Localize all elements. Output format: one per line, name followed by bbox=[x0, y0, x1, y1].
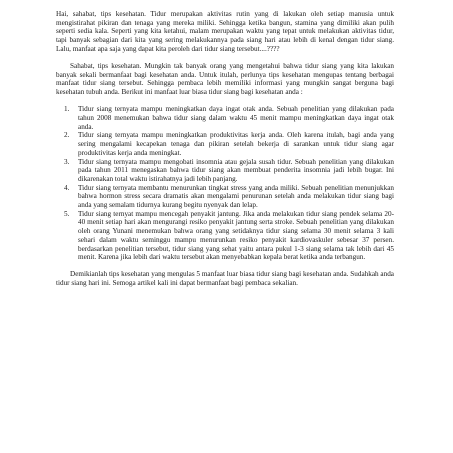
list-item-number: 1. bbox=[64, 105, 70, 114]
list-item bbox=[56, 105, 394, 131]
list-item-text: Tidur siang ternyata mampu meningkatkan produktivitas kerja anda. Oleh karena itulah, bagi anda yang sering mengalami kecapekan tenaga dan pikiran setelah bekerja di sarankan untuk tidur siang agar produktivitas kerja anda meningkat. bbox=[78, 131, 394, 157]
list-item-text: Tidur siang ternyata membantu menurunkan tingkat stress yang anda miliki. Sebuah penelitian menunjukkan bahwa hormon stress secara dramatis akan mengalami penurunan setelah anda melakukan tidur siang bagi anda yang semalam tidurnya kurang begitu nyenyak dan lelap. bbox=[78, 183, 394, 210]
list-item-text: Tidur siang ternyata mampu meningkatkan daya ingat otak anda. Sebuah penelitian yang dilakukan pada tahun 2008 menemukan bahwa tidur siang dalam waktu 45 menit mampu meningkatkan daya ingat otak anda. bbox=[78, 105, 394, 131]
list-item-number: 2. bbox=[64, 131, 70, 140]
list-item bbox=[56, 158, 394, 184]
list-item-text: Tidur siang ternyat mampu mencegah penyakit jantung. Jika anda melakukan tidur siang pendek selama 20-40 menit setiap hari akan mengurangi resiko penyakit jantung serta stroke. Sebuah penelitian yang dilakukan oleh orang Yunani menemukan bahwa orang yang setidaknya tidur siang selama 30 menit selama 3 kali sehari dalam waktu seminggu mampu menurunkan resiko penyakit kardiovaskuler sebesar 37 persen. berdasarkan penelitian tersebut, tidur siang yang sehat yaitu antara pukul 1-3 siang selama tak lebih dari 45 menit. Karena jika lebih dari waktu tersebut akan menyebabkan kepala berat ketika anda terbangun. bbox=[78, 209, 394, 262]
intro-paragraph: Hai, sahabat, tips kesehatan. Tidur merupakan aktivitas rutin yang di lakukan oleh setiap manusia untuk mengistirahat pikiran dan tenaga yang mereka miliki. Sehingga ketika bangun, stamina yang dimiliki akan pulih seperti sedia kala. Seperti yang kita ketahui, malam merupakan waktu yang tepat untuk melakukan aktivitas tidur, tapi banyak sebagian dari kita yang sering melakukannya pada siang hari atau lebih di kenal dengan tidur siang. Lalu, manfaat apa saja yang dapat kita peroleh dari tidur siang tersebut....???? bbox=[56, 10, 394, 53]
list-item-text: Tidur siang ternyata mampu mengobati insomnia atau gejala susah tidur. Sebuah penelitian yang dilakukan pada tahun 2011 menegaskan bahwa tidur siang akan membuat penderita insomnia jadi lebih bugar. Ini dikarenakan total waktu istirahatnya jadi lebih panjang. bbox=[78, 157, 394, 183]
benefit-list bbox=[56, 105, 394, 262]
closing-paragraph: Demikianlah tips kesehatan yang mengulas 5 manfaat luar biasa tidur siang bagi kesehatan anda. Sudahkah anda tidur siang hari ini. Semoga artikel kali ini dapat bermanfaat bagi pembaca sekalian. bbox=[56, 270, 394, 288]
document-body bbox=[56, 10, 394, 296]
list-item-number: 5. bbox=[64, 209, 70, 218]
list-item-number: 4. bbox=[64, 183, 70, 192]
list-item bbox=[56, 184, 394, 210]
benefits-intro-paragraph: Sahabat, tips kesehatan. Mungkin tak banyak orang yang mengetahui bahwa tidur siang yang kita lakukan banyak sekali bermanfaat bagi kesehatan anda. Untuk itulah, perlunya tips kesehatan mengupas tentang berbagai manfaat tidur siang tersebut. Sehingga pembaca lebih memiliki informasi yang mungkin sangat berguna bagi kesehatan tubuh anda. Berikut ini manfaat luar biasa tidur siang bagi kesehatan anda : bbox=[56, 62, 394, 97]
list-item-number: 3. bbox=[64, 157, 70, 166]
list-item bbox=[56, 131, 394, 157]
list-item bbox=[56, 210, 394, 262]
